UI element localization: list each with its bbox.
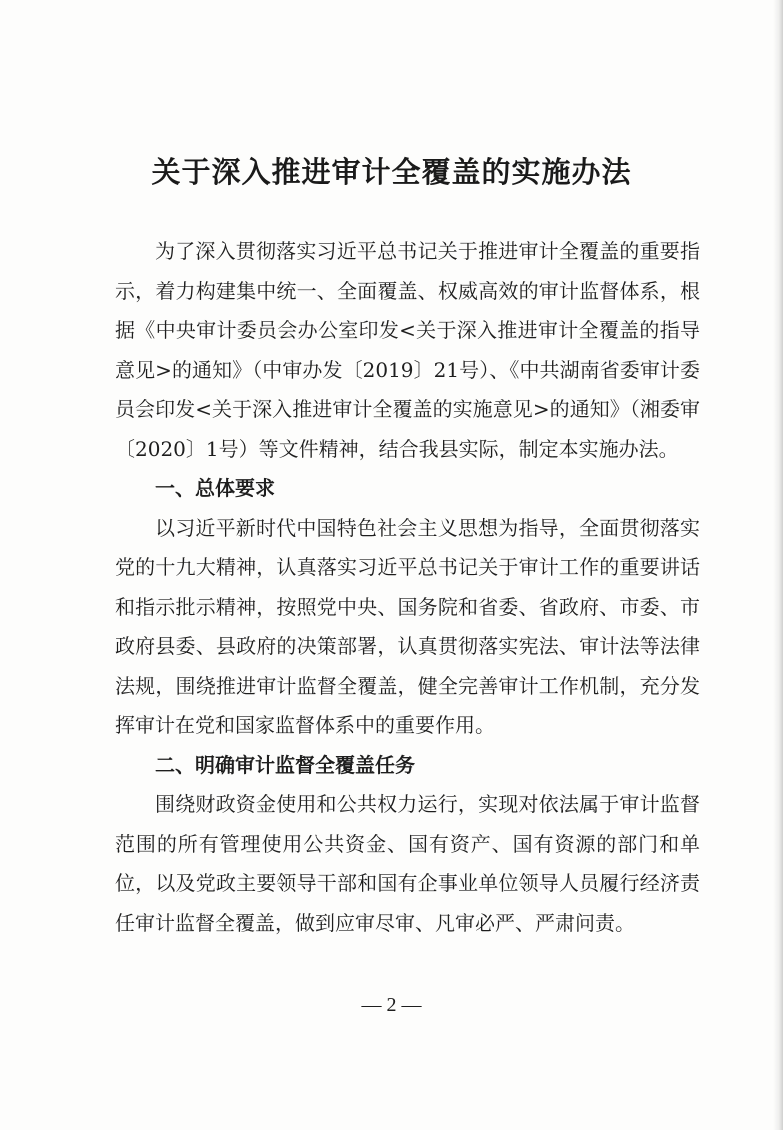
section-paragraph-general-requirements: 以习近平新时代中国特色社会主义思想为指导，全面贯彻落实党的十九大精神，认真落实习近平总书记关于审计工作的重要讲话和指示批示精神，按照党中央、国务院和省委、省政府、市委、市政府县委、县政府的决策部署，认真贯彻落实宪法、审计法等法律法规，围绕推进审计监督全覆盖，健全完善审计工作机制，充分发挥审计在党和国家监督体系中的重要作用。 (115, 515, 700, 737)
document-body (115, 232, 700, 943)
section-heading-audit-coverage-tasks: 二、明确审计监督全覆盖任务 (155, 752, 415, 777)
intro-paragraph: 为了深入贯彻落实习近平总书记关于推进审计全覆盖的重要指示，着力构建集中统一、全面覆盖、权威高效的审计监督体系，根据《中央审计委员会办公室印发<关于深入推进审计全覆盖的指导意见>的通知》（中审办发〔2019〕21号）、《中共湖南省委审计委员会印发<关于深入推进审计全覆盖的实施意见>的通知》（湘委审〔2020〕1号）等文件精神，结合我县实际，制定本实施办法。 (115, 239, 700, 461)
page-number: — 2 — (361, 994, 422, 1016)
section-paragraph-audit-coverage-tasks: 围绕财政资金使用和公共权力运行，实现对依法属于审计监督范围的所有管理使用公共资金、国有资产、国有资源的部门和单位，以及党政主要领导干部和国有企事业单位领导人员履行经济责任审计监督全覆盖，做到应审尽审、凡审必严、严肃问责。 (115, 792, 700, 935)
document-title: 关于深入推进审计全覆盖的实施办法 (151, 155, 632, 189)
section-heading-general-requirements: 一、总体要求 (155, 476, 275, 500)
